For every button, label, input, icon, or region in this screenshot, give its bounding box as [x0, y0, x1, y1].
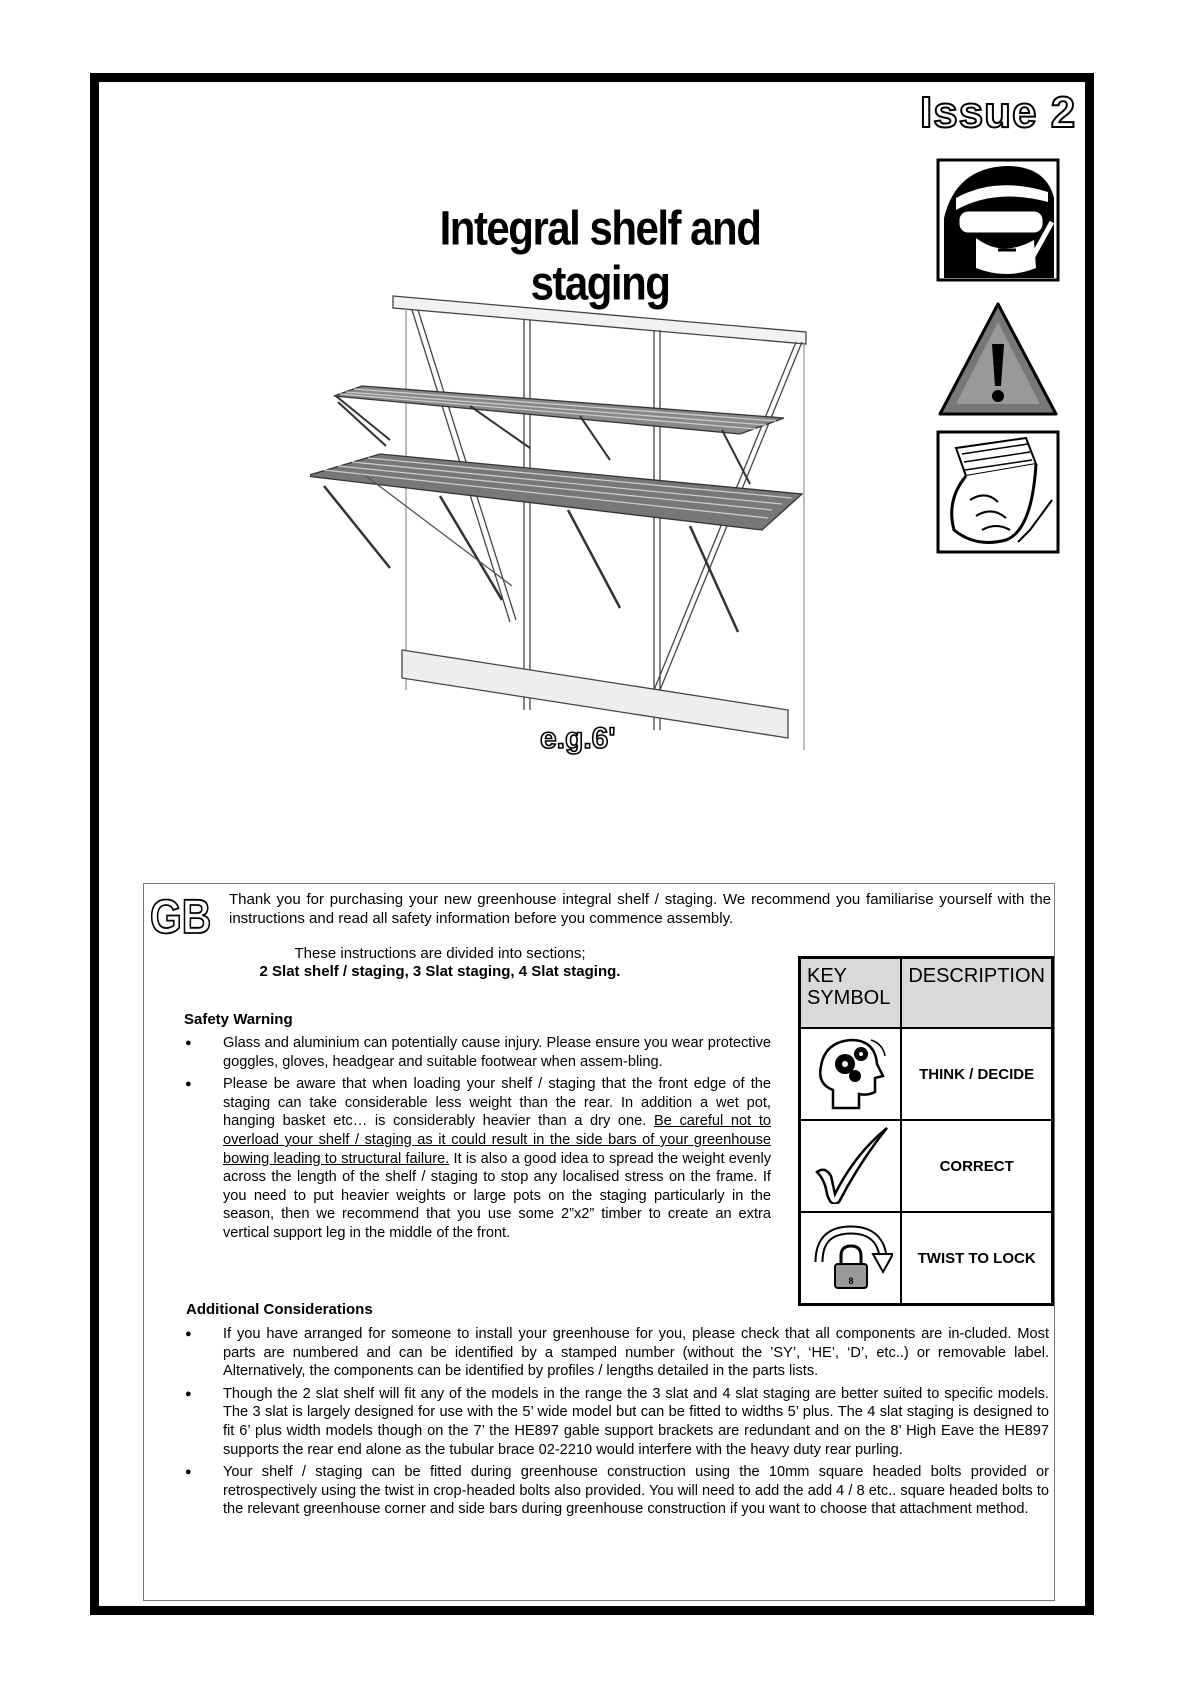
- list-item: ● Please be aware that when loading your shelf / staging that the front edge of the staging can take considerable less weight than the rear. In addition a wet pot, hanging basket etc… is considerably heavier than a dry one. Be careful not to overload your shelf / staging as it could result in the side bars of your greenhouse bowing leading to structural failure. It is also a good idea to spread the weight evenly across the length of the shelf / staging to stop any localised stress on the frame. If you need to put heavier weights or large pots on the staging particularly in the season, then we recommend that you use some 2”x2” timber to create an extra vertical support leg in the middle of the front.: [223, 1075, 771, 1242]
- key-symbol-table: [798, 956, 1054, 1306]
- list-item: ● Though the 2 slat shelf will fit any of the models in the range the 3 slat and 4 slat staging are better suited to specific models. The 3 slat is largely designed for use with the 5’ wide model but can be fitted to widths 5’ plus. The 4 slat staging is designed to fit 6’ plus width models though on the 7’ the HE897 gable support brackets are redundant and on the 8’ High Eave the HE897 supports the rear end alone as the tubular brace 02-2210 would interfere with the heavy duty rear purling.: [223, 1385, 1049, 1459]
- table-row: [800, 1120, 1053, 1212]
- sections-list: 2 Slat shelf / staging, 3 Slat staging, 4 Slat staging.: [259, 963, 621, 980]
- table-row: [800, 1028, 1053, 1120]
- list-item: ● If you have arranged for someone to install your greenhouse for you, please check that all components are in-cluded. Most parts are numbered and can be identified by a stamped number (without the ’SY’, ‘HE’, ‘D’, etc..) or removable label. Alternatively, the components can be identified by profiles / lengths detailed in the parts lists.: [223, 1325, 1049, 1381]
- shelf-staging-illustration: [310, 290, 830, 760]
- issue-label: Issue 2: [920, 88, 1077, 137]
- sections-note: [200, 945, 680, 981]
- think-decide-icon: [811, 1032, 891, 1112]
- table-row: [800, 1212, 1053, 1305]
- sections-intro: These instructions are divided into sections;: [294, 945, 586, 962]
- safety-warning-heading: Safety Warning: [184, 1011, 293, 1028]
- key-symbol-header: KEY SYMBOL: [800, 958, 902, 1029]
- gloves-icon: [936, 430, 1060, 554]
- key-label: THINK / DECIDE: [901, 1028, 1052, 1120]
- key-label: CORRECT: [901, 1120, 1052, 1212]
- checkmark-icon: [811, 1124, 891, 1204]
- key-label: TWIST TO LOCK: [901, 1212, 1052, 1305]
- description-header: DESCRIPTION: [901, 958, 1052, 1029]
- figure-caption: e.g.6': [540, 722, 616, 755]
- warning-triangle-icon: [936, 300, 1060, 420]
- additional-considerations-list: [223, 1325, 1049, 1523]
- page-title: Integral shelf and staging: [439, 200, 761, 311]
- goggles-headgear-icon: [936, 158, 1060, 282]
- twist-lock-icon: [809, 1216, 893, 1296]
- overload-warning: Be careful not to overload your shelf / staging as it could result in the side bars of your greenhouse bowing leading to structural failure.: [223, 1113, 771, 1167]
- safety-warning-list: [223, 1034, 771, 1247]
- language-code: GB: [150, 891, 212, 944]
- list-item: ● Glass and aluminium can potentially cause injury. Please ensure you wear protective goggles, gloves, headgear and suitable footwear when assem-bling.: [223, 1034, 771, 1071]
- intro-text: Thank you for purchasing your new greenhouse integral shelf / staging. We recommend you familiarise yourself with the instructions and read all safety information before you commence assembly.: [229, 891, 1051, 927]
- lock-number: 8: [848, 1276, 854, 1286]
- list-item: ● Your shelf / staging can be fitted during greenhouse construction using the 10mm square headed bolts provided or retrospectively using the twist in crop-headed bolts also provided. You will need to add the add 4 / 8 etc.. square headed bolts to the relevant greenhouse corner and side bars during greenhouse construction if you want to choose that attachment method.: [223, 1463, 1049, 1519]
- additional-considerations-heading: Additional Considerations: [186, 1301, 373, 1318]
